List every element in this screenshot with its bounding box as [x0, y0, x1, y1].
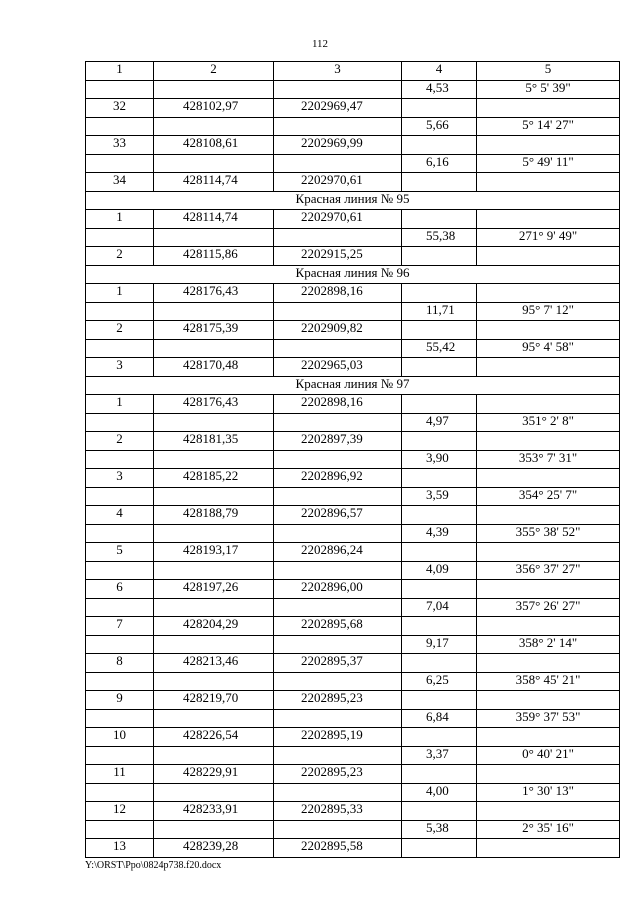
y-coordinate-empty [274, 487, 402, 506]
point-number: 32 [86, 99, 154, 118]
segment-length: 6,84 [402, 709, 477, 728]
angle-cell-empty [477, 469, 620, 488]
y-coordinate: 2202895,19 [274, 728, 402, 747]
segment-row [86, 783, 620, 802]
point-row [86, 210, 620, 229]
direction-angle: 1° 30' 13" [477, 783, 620, 802]
segment-length: 3,90 [402, 450, 477, 469]
point-row [86, 506, 620, 525]
point-number: 12 [86, 802, 154, 821]
y-coordinate: 2202896,24 [274, 543, 402, 562]
angle-cell-empty [477, 802, 620, 821]
y-coordinate-empty [274, 80, 402, 99]
y-coordinate: 2202970,61 [274, 173, 402, 192]
angle-cell-empty [477, 691, 620, 710]
point-number: 2 [86, 432, 154, 451]
segment-length: 9,17 [402, 635, 477, 654]
segment-length: 5,66 [402, 117, 477, 136]
point-number: 1 [86, 284, 154, 303]
angle-cell-empty [477, 321, 620, 340]
y-coordinate: 2202895,23 [274, 765, 402, 784]
length-cell-empty [402, 173, 477, 192]
x-coordinate-empty [154, 635, 274, 654]
point-number: 7 [86, 617, 154, 636]
x-coordinate-empty [154, 339, 274, 358]
angle-cell-empty [477, 839, 620, 858]
length-cell-empty [402, 210, 477, 229]
point-number: 33 [86, 136, 154, 155]
angle-cell-empty [477, 728, 620, 747]
x-coordinate: 428108,61 [154, 136, 274, 155]
y-coordinate: 2202909,82 [274, 321, 402, 340]
point-row [86, 173, 620, 192]
segment-length: 3,59 [402, 487, 477, 506]
length-cell-empty [402, 284, 477, 303]
y-coordinate-empty [274, 117, 402, 136]
x-coordinate: 428197,26 [154, 580, 274, 599]
angle-cell-empty [477, 173, 620, 192]
length-cell-empty [402, 765, 477, 784]
length-cell-empty [402, 395, 477, 414]
direction-angle: 357° 26' 27" [477, 598, 620, 617]
point-number: 6 [86, 580, 154, 599]
segment-length: 5,38 [402, 820, 477, 839]
x-coordinate-empty [154, 413, 274, 432]
red-line-title: Красная линия № 96 [86, 265, 620, 284]
x-coordinate-empty [154, 450, 274, 469]
direction-angle: 0° 40' 21" [477, 746, 620, 765]
segment-row [86, 154, 620, 173]
point-row [86, 321, 620, 340]
point-number: 34 [86, 173, 154, 192]
point-row [86, 432, 620, 451]
x-coordinate-empty [154, 561, 274, 580]
length-cell-empty [402, 728, 477, 747]
y-coordinate: 2202969,99 [274, 136, 402, 155]
point-row [86, 728, 620, 747]
angle-cell-empty [477, 432, 620, 451]
table-header-row [86, 62, 620, 81]
x-coordinate-empty [154, 80, 274, 99]
segment-row [86, 80, 620, 99]
column-header-1: 1 [86, 62, 154, 81]
segment-row [86, 561, 620, 580]
y-coordinate: 2202895,23 [274, 691, 402, 710]
y-coordinate: 2202896,57 [274, 506, 402, 525]
point-number-empty [86, 302, 154, 321]
length-cell-empty [402, 99, 477, 118]
segment-length: 11,71 [402, 302, 477, 321]
x-coordinate: 428229,91 [154, 765, 274, 784]
point-number-empty [86, 117, 154, 136]
segment-length: 3,37 [402, 746, 477, 765]
point-number-empty [86, 672, 154, 691]
x-coordinate: 428193,17 [154, 543, 274, 562]
point-row [86, 284, 620, 303]
segment-row [86, 450, 620, 469]
segment-length: 55,38 [402, 228, 477, 247]
y-coordinate: 2202970,61 [274, 210, 402, 229]
column-header-4: 4 [402, 62, 477, 81]
segment-length: 4,53 [402, 80, 477, 99]
y-coordinate: 2202897,39 [274, 432, 402, 451]
x-coordinate-empty [154, 820, 274, 839]
direction-angle: 2° 35' 16" [477, 820, 620, 839]
point-number: 8 [86, 654, 154, 673]
y-coordinate-empty [274, 709, 402, 728]
angle-cell-empty [477, 136, 620, 155]
y-coordinate: 2202895,58 [274, 839, 402, 858]
length-cell-empty [402, 580, 477, 599]
direction-angle: 5° 49' 11" [477, 154, 620, 173]
point-number: 1 [86, 395, 154, 414]
y-coordinate-empty [274, 413, 402, 432]
segment-length: 55,42 [402, 339, 477, 358]
y-coordinate-empty [274, 302, 402, 321]
point-number-empty [86, 80, 154, 99]
x-coordinate: 428219,70 [154, 691, 274, 710]
length-cell-empty [402, 654, 477, 673]
y-coordinate-empty [274, 635, 402, 654]
direction-angle: 5° 5' 39" [477, 80, 620, 99]
length-cell-empty [402, 321, 477, 340]
x-coordinate-empty [154, 228, 274, 247]
direction-angle: 95° 4' 58" [477, 339, 620, 358]
angle-cell-empty [477, 247, 620, 266]
x-coordinate: 428170,48 [154, 358, 274, 377]
segment-row [86, 228, 620, 247]
point-row [86, 580, 620, 599]
coordinates-table-body [86, 62, 620, 858]
y-coordinate: 2202895,37 [274, 654, 402, 673]
x-coordinate-empty [154, 487, 274, 506]
point-number: 2 [86, 247, 154, 266]
point-number-empty [86, 561, 154, 580]
x-coordinate-empty [154, 746, 274, 765]
segment-row [86, 302, 620, 321]
x-coordinate: 428115,86 [154, 247, 274, 266]
point-row [86, 469, 620, 488]
point-number: 11 [86, 765, 154, 784]
length-cell-empty [402, 358, 477, 377]
point-number-empty [86, 450, 154, 469]
y-coordinate: 2202896,00 [274, 580, 402, 599]
x-coordinate: 428181,35 [154, 432, 274, 451]
x-coordinate-empty [154, 154, 274, 173]
segment-length: 6,25 [402, 672, 477, 691]
length-cell-empty [402, 432, 477, 451]
segment-row [86, 413, 620, 432]
direction-angle: 271° 9' 49" [477, 228, 620, 247]
x-coordinate: 428226,54 [154, 728, 274, 747]
y-coordinate-empty [274, 450, 402, 469]
direction-angle: 358° 45' 21" [477, 672, 620, 691]
segment-row [86, 487, 620, 506]
segment-row [86, 672, 620, 691]
x-coordinate: 428114,74 [154, 210, 274, 229]
y-coordinate-empty [274, 783, 402, 802]
column-header-3: 3 [274, 62, 402, 81]
y-coordinate-empty [274, 524, 402, 543]
x-coordinate: 428175,39 [154, 321, 274, 340]
length-cell-empty [402, 247, 477, 266]
angle-cell-empty [477, 654, 620, 673]
y-coordinate-empty [274, 820, 402, 839]
red-line-title-row [86, 265, 620, 284]
x-coordinate: 428239,28 [154, 839, 274, 858]
segment-length: 6,16 [402, 154, 477, 173]
y-coordinate-empty [274, 672, 402, 691]
angle-cell-empty [477, 284, 620, 303]
x-coordinate-empty [154, 783, 274, 802]
y-coordinate-empty [274, 339, 402, 358]
x-coordinate: 428176,43 [154, 395, 274, 414]
direction-angle: 95° 7' 12" [477, 302, 620, 321]
point-number-empty [86, 228, 154, 247]
point-row [86, 395, 620, 414]
point-row [86, 247, 620, 266]
segment-length: 4,97 [402, 413, 477, 432]
y-coordinate: 2202969,47 [274, 99, 402, 118]
point-number: 1 [86, 210, 154, 229]
x-coordinate: 428233,91 [154, 802, 274, 821]
segment-length: 4,00 [402, 783, 477, 802]
x-coordinate: 428204,29 [154, 617, 274, 636]
length-cell-empty [402, 617, 477, 636]
segment-length: 4,39 [402, 524, 477, 543]
x-coordinate-empty [154, 598, 274, 617]
y-coordinate: 2202965,03 [274, 358, 402, 377]
point-number-empty [86, 487, 154, 506]
segment-row [86, 524, 620, 543]
coordinates-table [85, 61, 620, 858]
point-number: 5 [86, 543, 154, 562]
length-cell-empty [402, 506, 477, 525]
segment-row [86, 820, 620, 839]
x-coordinate-empty [154, 302, 274, 321]
x-coordinate-empty [154, 709, 274, 728]
direction-angle: 358° 2' 14" [477, 635, 620, 654]
column-header-5: 5 [477, 62, 620, 81]
point-number: 13 [86, 839, 154, 858]
length-cell-empty [402, 136, 477, 155]
point-row [86, 136, 620, 155]
direction-angle: 351° 2' 8" [477, 413, 620, 432]
y-coordinate-empty [274, 746, 402, 765]
y-coordinate: 2202898,16 [274, 395, 402, 414]
direction-angle: 354° 25' 7" [477, 487, 620, 506]
page-number: 112 [311, 38, 329, 50]
angle-cell-empty [477, 99, 620, 118]
point-number-empty [86, 783, 154, 802]
point-number-empty [86, 635, 154, 654]
segment-row [86, 709, 620, 728]
length-cell-empty [402, 543, 477, 562]
red-line-title-row [86, 376, 620, 395]
y-coordinate: 2202895,68 [274, 617, 402, 636]
y-coordinate: 2202895,33 [274, 802, 402, 821]
segment-row [86, 117, 620, 136]
point-row [86, 358, 620, 377]
segment-length: 7,04 [402, 598, 477, 617]
y-coordinate-empty [274, 598, 402, 617]
x-coordinate: 428114,74 [154, 173, 274, 192]
angle-cell-empty [477, 543, 620, 562]
y-coordinate: 2202898,16 [274, 284, 402, 303]
x-coordinate: 428176,43 [154, 284, 274, 303]
segment-row [86, 339, 620, 358]
point-row [86, 839, 620, 858]
length-cell-empty [402, 469, 477, 488]
point-number-empty [86, 339, 154, 358]
segment-length: 4,09 [402, 561, 477, 580]
segment-row [86, 598, 620, 617]
y-coordinate: 2202915,25 [274, 247, 402, 266]
red-line-title: Красная линия № 97 [86, 376, 620, 395]
point-row [86, 654, 620, 673]
point-number: 10 [86, 728, 154, 747]
x-coordinate: 428102,97 [154, 99, 274, 118]
point-row [86, 691, 620, 710]
point-number-empty [86, 746, 154, 765]
angle-cell-empty [477, 617, 620, 636]
x-coordinate-empty [154, 117, 274, 136]
segment-row [86, 635, 620, 654]
direction-angle: 355° 38' 52" [477, 524, 620, 543]
point-number: 3 [86, 358, 154, 377]
angle-cell-empty [477, 358, 620, 377]
red-line-title: Красная линия № 95 [86, 191, 620, 210]
direction-angle: 356° 37' 27" [477, 561, 620, 580]
point-number: 9 [86, 691, 154, 710]
point-row [86, 99, 620, 118]
x-coordinate: 428213,46 [154, 654, 274, 673]
direction-angle: 353° 7' 31" [477, 450, 620, 469]
x-coordinate: 428188,79 [154, 506, 274, 525]
footer-file-path: Y:\ORST\Ppo\0824p738.f20.docx [85, 860, 222, 871]
angle-cell-empty [477, 210, 620, 229]
point-number-empty [86, 820, 154, 839]
length-cell-empty [402, 691, 477, 710]
y-coordinate: 2202896,92 [274, 469, 402, 488]
point-number-empty [86, 598, 154, 617]
point-row [86, 543, 620, 562]
point-number: 2 [86, 321, 154, 340]
point-row [86, 617, 620, 636]
direction-angle: 5° 14' 27" [477, 117, 620, 136]
point-number: 3 [86, 469, 154, 488]
length-cell-empty [402, 839, 477, 858]
point-number-empty [86, 413, 154, 432]
x-coordinate: 428185,22 [154, 469, 274, 488]
angle-cell-empty [477, 580, 620, 599]
point-row [86, 802, 620, 821]
point-row [86, 765, 620, 784]
angle-cell-empty [477, 765, 620, 784]
y-coordinate-empty [274, 228, 402, 247]
length-cell-empty [402, 802, 477, 821]
point-number: 4 [86, 506, 154, 525]
x-coordinate-empty [154, 672, 274, 691]
angle-cell-empty [477, 395, 620, 414]
column-header-2: 2 [154, 62, 274, 81]
point-number-empty [86, 154, 154, 173]
segment-row [86, 746, 620, 765]
direction-angle: 359° 37' 53" [477, 709, 620, 728]
point-number-empty [86, 709, 154, 728]
x-coordinate-empty [154, 524, 274, 543]
y-coordinate-empty [274, 561, 402, 580]
angle-cell-empty [477, 506, 620, 525]
red-line-title-row [86, 191, 620, 210]
point-number-empty [86, 524, 154, 543]
y-coordinate-empty [274, 154, 402, 173]
